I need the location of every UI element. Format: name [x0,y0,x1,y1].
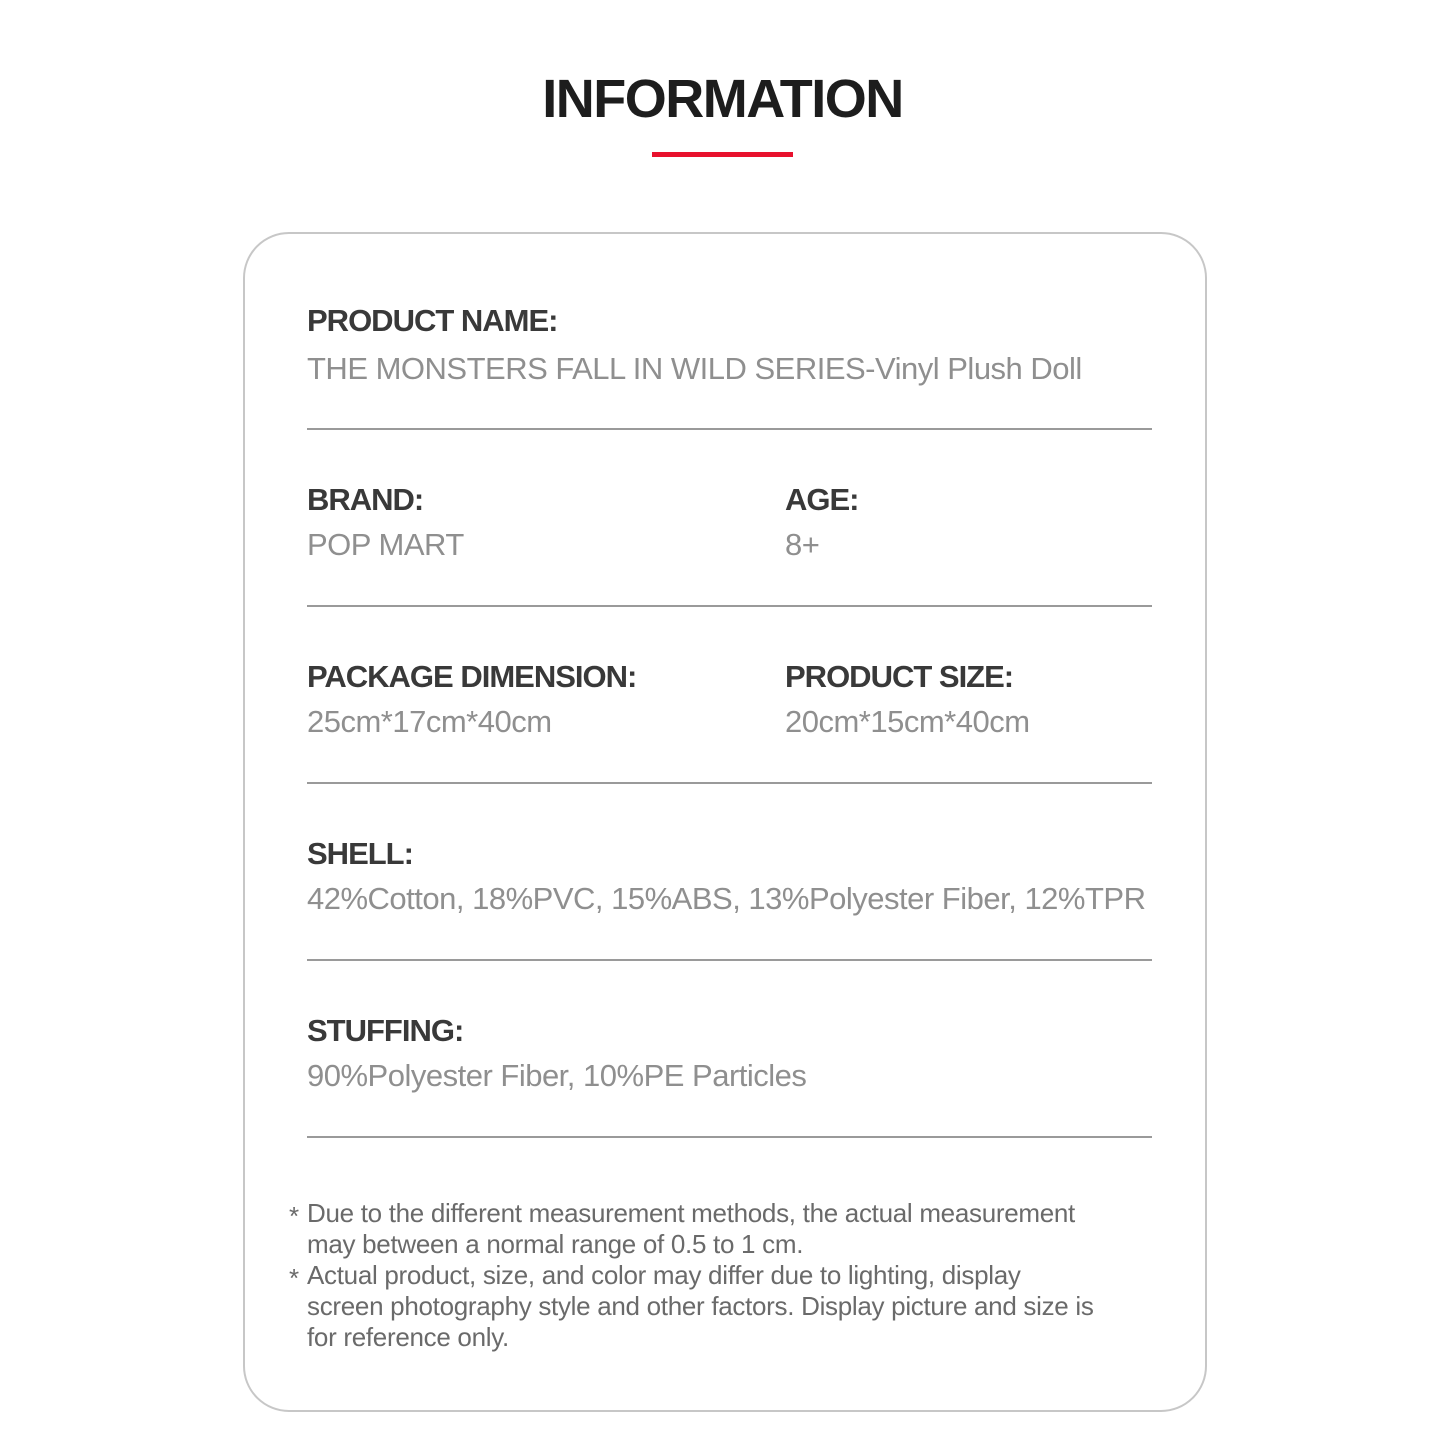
info-card [243,232,1207,1412]
section-shell [307,784,1152,959]
brand-label: BRAND: [307,482,424,517]
product-size-field [785,661,1152,737]
product-name-value: THE MONSTERS FALL IN WILD SERIES-Vinyl Plush Doll [307,351,1082,386]
note-line: Actual product, size, and color may differ due to lighting, display [307,1260,1021,1290]
note-line: screen photography style and other factors. Display picture and size is [307,1291,1094,1321]
note-item [289,1260,1152,1353]
package-dimension-field [307,661,785,737]
asterisk-marker: * [289,1263,299,1293]
stuffing-label: STUFFING: [307,1013,464,1048]
age-value: 8+ [785,527,820,562]
header [0,0,1445,157]
product-size-value: 20cm*15cm*40cm [785,704,1030,739]
package-dimension-value: 25cm*17cm*40cm [307,704,552,739]
age-label: AGE: [785,482,859,517]
brand-value: POP MART [307,527,464,562]
title-underline-accent [652,152,793,157]
notes-section [289,1138,1152,1353]
section-stuffing [307,961,1152,1136]
note-line: may between a normal range of 0.5 to 1 cm. [307,1229,804,1259]
note-text [307,1260,1094,1353]
product-name-label: PRODUCT NAME: [307,303,558,338]
package-dimension-label: PACKAGE DIMENSION: [307,659,637,694]
asterisk-marker: * [289,1201,299,1231]
note-line: for reference only. [307,1322,509,1352]
product-size-label: PRODUCT SIZE: [785,659,1014,694]
shell-label: SHELL: [307,836,413,871]
note-line: Due to the different measurement methods, the actual measurement [307,1198,1075,1228]
section-dimensions [307,607,1152,782]
note-text [307,1198,1075,1260]
brand-field [307,484,785,560]
shell-value: 42%Cotton, 18%PVC, 15%ABS, 13%Polyester Fiber, 12%TPR [307,881,1146,916]
age-field [785,484,1152,560]
note-item [289,1198,1152,1260]
section-brand-age [307,430,1152,605]
page-title: INFORMATION [542,69,903,129]
section-product-name [307,234,1152,428]
stuffing-value: 90%Polyester Fiber, 10%PE Particles [307,1058,807,1093]
